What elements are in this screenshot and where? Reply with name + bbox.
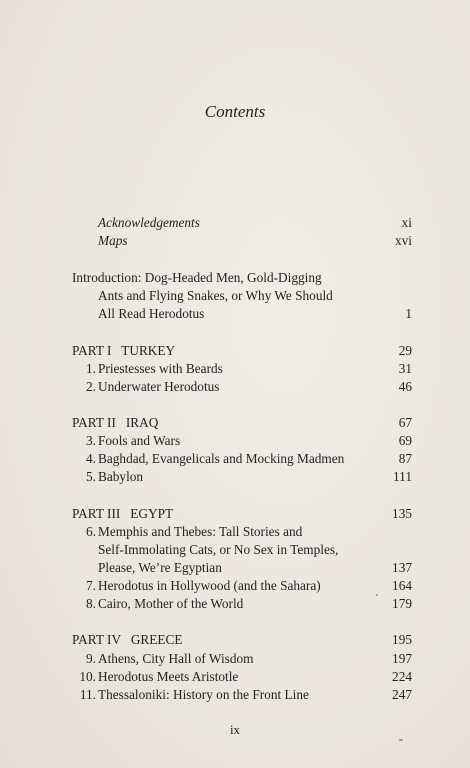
- chapter-number: 6.: [86, 524, 96, 539]
- toc-entry-label: Athens, City Hall of Wisdom: [98, 651, 254, 666]
- toc-entry-label: Priestesses with Beards: [98, 361, 223, 376]
- toc-part-label: PART III EGYPT: [72, 506, 174, 521]
- toc-part-label: PART I TURKEY: [72, 343, 176, 358]
- chapter-number: 5.: [86, 469, 96, 484]
- chapter-number: 9.: [86, 651, 96, 666]
- toc-page-number: 1: [405, 306, 412, 321]
- toc-entry-label: All Read Herodotus: [98, 306, 205, 321]
- toc-page-number: 224: [392, 669, 412, 684]
- toc-page-number: xvi: [395, 233, 412, 248]
- paper-speck: [376, 594, 378, 596]
- toc-page-number: 31: [398, 361, 412, 376]
- chapter-number: 11.: [79, 687, 96, 702]
- toc-part-label: PART IV GREECE: [72, 632, 183, 647]
- toc-page-number: 67: [398, 415, 412, 430]
- toc-entry-label: Baghdad, Evangelicals and Mocking Madmen: [98, 451, 345, 466]
- toc-page-number: 111: [393, 469, 412, 484]
- page-title: Contents: [204, 102, 266, 121]
- toc-entry-label: Acknowledgements: [98, 215, 200, 230]
- toc-entry-label: Introduction: Dog-Headed Men, Gold-Digging: [72, 270, 322, 285]
- toc-entry-label: Please, We’re Egyptian: [98, 560, 222, 575]
- toc-page-number: 164: [392, 578, 412, 593]
- toc-entry-label: Herodotus Meets Aristotle: [98, 669, 239, 684]
- toc-part-label: PART II IRAQ: [72, 415, 159, 430]
- toc-page-number: 137: [392, 560, 412, 575]
- toc-page-number: 29: [398, 343, 412, 358]
- toc-page-number: 46: [398, 379, 412, 394]
- toc-entry-label: Thessaloniki: History on the Front Line: [98, 687, 309, 702]
- toc-entry-label: Maps: [98, 233, 128, 248]
- toc-page-number: 179: [392, 596, 412, 611]
- chapter-number: 7.: [86, 578, 96, 593]
- toc-entry-label: Babylon: [98, 469, 144, 484]
- chapter-number: 4.: [86, 451, 96, 466]
- toc-entry-label: Ants and Flying Snakes, or Why We Should: [98, 288, 333, 303]
- toc-entry-label: Herodotus in Hollywood (and the Sahara): [98, 578, 321, 593]
- toc-page-number: 197: [392, 651, 412, 666]
- toc-entry-label: Fools and Wars: [98, 433, 181, 448]
- toc-page-number: 195: [392, 632, 412, 647]
- paper-speck: [399, 739, 403, 741]
- toc-entry-label: Self-Immolating Cats, or No Sex in Temples,: [98, 542, 339, 557]
- toc-page-number: 135: [392, 506, 412, 521]
- page-folio: ix: [229, 722, 241, 737]
- toc-page-number: 87: [398, 451, 412, 466]
- toc-entry-label: Memphis and Thebes: Tall Stories and: [98, 524, 303, 539]
- chapter-number: 8.: [86, 596, 96, 611]
- chapter-number: 3.: [86, 433, 96, 448]
- toc-entry-label: Underwater Herodotus: [98, 379, 220, 394]
- toc-entry-label: Cairo, Mother of the World: [98, 596, 244, 611]
- toc-page-number: 69: [398, 433, 412, 448]
- toc-page-number: 247: [392, 687, 412, 702]
- toc-page-number: xi: [401, 215, 412, 230]
- chapter-number: 2.: [86, 379, 96, 394]
- chapter-number: 1.: [86, 361, 96, 376]
- chapter-number: 10.: [79, 669, 96, 684]
